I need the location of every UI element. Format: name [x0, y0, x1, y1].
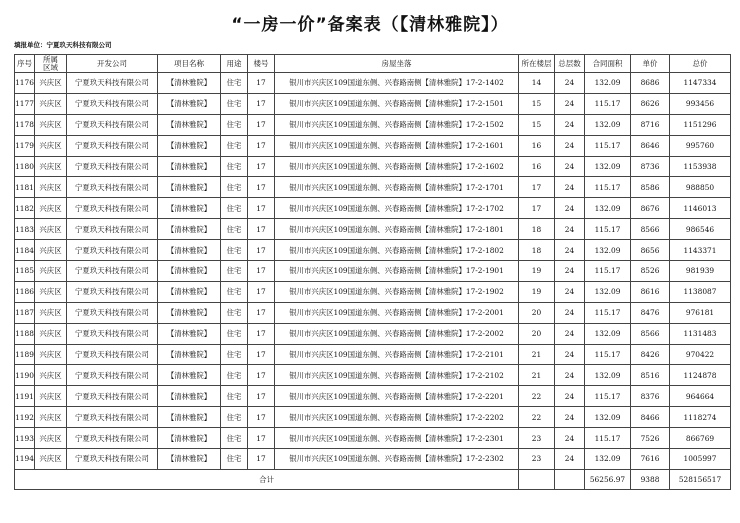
cell-unit-price: 8426 [631, 344, 670, 365]
cell-building: 17 [248, 407, 275, 428]
cell-unit-price: 8466 [631, 407, 670, 428]
cell-project: 【清林雅院】 [158, 261, 221, 282]
cell-use: 住宅 [221, 428, 248, 449]
cell-unit-price: 8676 [631, 198, 670, 219]
cell-area: 115.17 [585, 428, 631, 449]
cell-total-floors: 24 [555, 323, 585, 344]
cell-seq: 1183 [15, 219, 35, 240]
cell-building: 17 [248, 365, 275, 386]
cell-total-price: 1131483 [670, 323, 731, 344]
cell-total-floors: 24 [555, 156, 585, 177]
cell-total-price: 1147334 [670, 73, 731, 94]
cell-building: 17 [248, 198, 275, 219]
cell-address: 银川市兴庆区109国道东侧、兴春路南侧【清林雅院】17-2-1702 [275, 198, 519, 219]
cell-floor: 16 [519, 135, 555, 156]
cell-total-price: 993456 [670, 93, 731, 114]
cell-district: 兴庆区 [35, 302, 67, 323]
cell-district: 兴庆区 [35, 73, 67, 94]
cell-developer: 宁夏玖天科技有限公司 [67, 114, 158, 135]
cell-unit-price: 8476 [631, 302, 670, 323]
cell-unit-price: 8686 [631, 73, 670, 94]
cell-total-floors: 24 [555, 302, 585, 323]
cell-project: 【清林雅院】 [158, 135, 221, 156]
cell-building: 17 [248, 156, 275, 177]
cell-developer: 宁夏玖天科技有限公司 [67, 365, 158, 386]
cell-total-floors: 24 [555, 240, 585, 261]
total-floor-empty [519, 469, 555, 489]
cell-district: 兴庆区 [35, 386, 67, 407]
cell-total-price: 1138087 [670, 281, 731, 302]
cell-area: 132.09 [585, 281, 631, 302]
cell-district: 兴庆区 [35, 261, 67, 282]
cell-total-price: 1005997 [670, 449, 731, 470]
cell-developer: 宁夏玖天科技有限公司 [67, 302, 158, 323]
cell-project: 【清林雅院】 [158, 73, 221, 94]
cell-area: 132.09 [585, 198, 631, 219]
cell-seq: 1180 [15, 156, 35, 177]
cell-use: 住宅 [221, 135, 248, 156]
cell-unit-price: 8526 [631, 261, 670, 282]
cell-total-price: 1146013 [670, 198, 731, 219]
table-row [15, 428, 731, 449]
cell-total-price: 1124878 [670, 365, 731, 386]
cell-building: 17 [248, 302, 275, 323]
cell-district: 兴庆区 [35, 365, 67, 386]
cell-address: 银川市兴庆区109国道东侧、兴春路南侧【清林雅院】17-2-1402 [275, 73, 519, 94]
cell-project: 【清林雅院】 [158, 428, 221, 449]
cell-total-price: 1153938 [670, 156, 731, 177]
cell-seq: 1184 [15, 240, 35, 261]
cell-project: 【清林雅院】 [158, 386, 221, 407]
cell-seq: 1176 [15, 73, 35, 94]
cell-total-floors: 24 [555, 114, 585, 135]
cell-building: 17 [248, 449, 275, 470]
cell-floor: 15 [519, 93, 555, 114]
cell-area: 115.17 [585, 261, 631, 282]
cell-floor: 14 [519, 73, 555, 94]
cell-district: 兴庆区 [35, 219, 67, 240]
cell-use: 住宅 [221, 365, 248, 386]
cell-developer: 宁夏玖天科技有限公司 [67, 73, 158, 94]
cell-unit-price: 8616 [631, 281, 670, 302]
cell-developer: 宁夏玖天科技有限公司 [67, 156, 158, 177]
cell-address: 银川市兴庆区109国道东侧、兴春路南侧【清林雅院】17-2-2202 [275, 407, 519, 428]
cell-total-price: 866769 [670, 428, 731, 449]
cell-seq: 1186 [15, 281, 35, 302]
cell-seq: 1194 [15, 449, 35, 470]
cell-seq: 1185 [15, 261, 35, 282]
cell-project: 【清林雅院】 [158, 344, 221, 365]
cell-floor: 19 [519, 281, 555, 302]
cell-developer: 宁夏玖天科技有限公司 [67, 323, 158, 344]
header-district [35, 55, 67, 73]
cell-floor: 17 [519, 198, 555, 219]
cell-address: 银川市兴庆区109国道东侧、兴春路南侧【清林雅院】17-2-1901 [275, 261, 519, 282]
cell-unit-price: 8626 [631, 93, 670, 114]
header-district-line1: 所属 [43, 54, 58, 64]
cell-total-price: 1118274 [670, 407, 731, 428]
cell-building: 17 [248, 219, 275, 240]
table-row [15, 323, 731, 344]
table-row [15, 177, 731, 198]
cell-total-floors: 24 [555, 281, 585, 302]
cell-area: 115.17 [585, 93, 631, 114]
cell-use: 住宅 [221, 281, 248, 302]
cell-seq: 1188 [15, 323, 35, 344]
cell-total-price: 986546 [670, 219, 731, 240]
cell-seq: 1182 [15, 198, 35, 219]
cell-total-floors: 24 [555, 261, 585, 282]
total-label: 合计 [15, 469, 519, 489]
cell-seq: 1191 [15, 386, 35, 407]
cell-unit-price: 8656 [631, 240, 670, 261]
cell-total-floors: 24 [555, 344, 585, 365]
cell-address: 银川市兴庆区109国道东侧、兴春路南侧【清林雅院】17-2-2101 [275, 344, 519, 365]
header-area: 合同面积 [585, 55, 631, 73]
cell-building: 17 [248, 240, 275, 261]
cell-district: 兴庆区 [35, 156, 67, 177]
cell-district: 兴庆区 [35, 93, 67, 114]
cell-address: 银川市兴庆区109国道东侧、兴春路南侧【清林雅院】17-2-2201 [275, 386, 519, 407]
cell-address: 银川市兴庆区109国道东侧、兴春路南侧【清林雅院】17-2-1501 [275, 93, 519, 114]
cell-district: 兴庆区 [35, 323, 67, 344]
cell-district: 兴庆区 [35, 407, 67, 428]
cell-seq: 1177 [15, 93, 35, 114]
cell-seq: 1181 [15, 177, 35, 198]
cell-floor: 23 [519, 428, 555, 449]
cell-floor: 15 [519, 114, 555, 135]
cell-floor: 18 [519, 219, 555, 240]
cell-district: 兴庆区 [35, 114, 67, 135]
cell-use: 住宅 [221, 240, 248, 261]
cell-total-price: 1143371 [670, 240, 731, 261]
cell-address: 银川市兴庆区109国道东侧、兴春路南侧【清林雅院】17-2-1902 [275, 281, 519, 302]
cell-total-floors: 24 [555, 93, 585, 114]
cell-building: 17 [248, 344, 275, 365]
cell-project: 【清林雅院】 [158, 302, 221, 323]
cell-floor: 16 [519, 156, 555, 177]
table-row [15, 386, 731, 407]
cell-use: 住宅 [221, 114, 248, 135]
cell-total-price: 988850 [670, 177, 731, 198]
cell-district: 兴庆区 [35, 198, 67, 219]
cell-floor: 22 [519, 386, 555, 407]
cell-address: 银川市兴庆区109国道东侧、兴春路南侧【清林雅院】17-2-2302 [275, 449, 519, 470]
cell-project: 【清林雅院】 [158, 156, 221, 177]
cell-district: 兴庆区 [35, 135, 67, 156]
cell-unit-price: 7616 [631, 449, 670, 470]
cell-total-price: 981939 [670, 261, 731, 282]
header-unit-price: 单价 [631, 55, 670, 73]
cell-area: 115.17 [585, 302, 631, 323]
table-row [15, 344, 731, 365]
cell-address: 银川市兴庆区109国道东侧、兴春路南侧【清林雅院】17-2-1602 [275, 156, 519, 177]
cell-project: 【清林雅院】 [158, 407, 221, 428]
table-row [15, 73, 731, 94]
cell-district: 兴庆区 [35, 281, 67, 302]
cell-floor: 20 [519, 323, 555, 344]
cell-address: 银川市兴庆区109国道东侧、兴春路南侧【清林雅院】17-2-1601 [275, 135, 519, 156]
header-use: 用途 [221, 55, 248, 73]
cell-developer: 宁夏玖天科技有限公司 [67, 261, 158, 282]
table-row [15, 114, 731, 135]
cell-use: 住宅 [221, 449, 248, 470]
header-seq: 序号 [15, 55, 35, 73]
cell-total-price: 976181 [670, 302, 731, 323]
cell-developer: 宁夏玖天科技有限公司 [67, 219, 158, 240]
cell-unit-price: 8586 [631, 177, 670, 198]
total-area: 56256.97 [585, 469, 631, 489]
cell-unit-price: 8566 [631, 323, 670, 344]
cell-unit-price: 8376 [631, 386, 670, 407]
cell-area: 132.09 [585, 114, 631, 135]
cell-unit-price: 8646 [631, 135, 670, 156]
cell-unit-price: 8716 [631, 114, 670, 135]
filing-table [14, 54, 731, 490]
cell-total-floors: 24 [555, 428, 585, 449]
cell-seq: 1189 [15, 344, 35, 365]
cell-area: 115.17 [585, 386, 631, 407]
table-row [15, 219, 731, 240]
cell-district: 兴庆区 [35, 344, 67, 365]
cell-address: 银川市兴庆区109国道东侧、兴春路南侧【清林雅院】17-2-1502 [275, 114, 519, 135]
cell-use: 住宅 [221, 323, 248, 344]
cell-building: 17 [248, 261, 275, 282]
cell-address: 银川市兴庆区109国道东侧、兴春路南侧【清林雅院】17-2-2301 [275, 428, 519, 449]
cell-developer: 宁夏玖天科技有限公司 [67, 344, 158, 365]
cell-seq: 1178 [15, 114, 35, 135]
cell-unit-price: 8516 [631, 365, 670, 386]
table-row [15, 407, 731, 428]
cell-district: 兴庆区 [35, 449, 67, 470]
total-floors-empty [555, 469, 585, 489]
cell-use: 住宅 [221, 386, 248, 407]
cell-area: 132.09 [585, 365, 631, 386]
cell-total-floors: 24 [555, 177, 585, 198]
cell-total-price: 1151296 [670, 114, 731, 135]
cell-building: 17 [248, 281, 275, 302]
cell-address: 银川市兴庆区109国道东侧、兴春路南侧【清林雅院】17-2-2001 [275, 302, 519, 323]
table-row [15, 156, 731, 177]
cell-project: 【清林雅院】 [158, 449, 221, 470]
cell-area: 132.09 [585, 240, 631, 261]
cell-building: 17 [248, 323, 275, 344]
total-row [15, 469, 731, 489]
cell-area: 115.17 [585, 135, 631, 156]
table-row [15, 281, 731, 302]
cell-total-floors: 24 [555, 198, 585, 219]
cell-total-price: 995760 [670, 135, 731, 156]
cell-address: 银川市兴庆区109国道东侧、兴春路南侧【清林雅院】17-2-2002 [275, 323, 519, 344]
cell-total-price: 964664 [670, 386, 731, 407]
cell-use: 住宅 [221, 407, 248, 428]
header-district-line2: 区域 [43, 62, 58, 72]
cell-building: 17 [248, 73, 275, 94]
cell-developer: 宁夏玖天科技有限公司 [67, 449, 158, 470]
cell-floor: 20 [519, 302, 555, 323]
table-body [15, 73, 731, 470]
header-total-floors: 总层数 [555, 55, 585, 73]
cell-area: 115.17 [585, 344, 631, 365]
cell-floor: 23 [519, 449, 555, 470]
cell-developer: 宁夏玖天科技有限公司 [67, 198, 158, 219]
cell-seq: 1179 [15, 135, 35, 156]
cell-use: 住宅 [221, 302, 248, 323]
table-row [15, 302, 731, 323]
cell-area: 132.09 [585, 449, 631, 470]
cell-building: 17 [248, 177, 275, 198]
cell-address: 银川市兴庆区109国道东侧、兴春路南侧【清林雅院】17-2-1802 [275, 240, 519, 261]
cell-developer: 宁夏玖天科技有限公司 [67, 407, 158, 428]
cell-total-floors: 24 [555, 73, 585, 94]
cell-floor: 18 [519, 240, 555, 261]
header-project: 项目名称 [158, 55, 221, 73]
cell-total-floors: 24 [555, 407, 585, 428]
cell-developer: 宁夏玖天科技有限公司 [67, 135, 158, 156]
cell-developer: 宁夏玖天科技有限公司 [67, 428, 158, 449]
cell-address: 银川市兴庆区109国道东侧、兴春路南侧【清林雅院】17-2-1801 [275, 219, 519, 240]
cell-use: 住宅 [221, 73, 248, 94]
cell-use: 住宅 [221, 261, 248, 282]
cell-project: 【清林雅院】 [158, 240, 221, 261]
cell-unit-price: 7526 [631, 428, 670, 449]
cell-project: 【清林雅院】 [158, 281, 221, 302]
cell-developer: 宁夏玖天科技有限公司 [67, 386, 158, 407]
table-row [15, 198, 731, 219]
total-price: 528156517 [670, 469, 731, 489]
cell-project: 【清林雅院】 [158, 198, 221, 219]
header-building: 楼号 [248, 55, 275, 73]
cell-floor: 21 [519, 365, 555, 386]
table-row [15, 449, 731, 470]
header-address: 房屋坐落 [275, 55, 519, 73]
cell-project: 【清林雅院】 [158, 323, 221, 344]
cell-use: 住宅 [221, 156, 248, 177]
cell-area: 115.17 [585, 219, 631, 240]
header-developer: 开发公司 [67, 55, 158, 73]
header-total-price: 总价 [670, 55, 731, 73]
cell-address: 银川市兴庆区109国道东侧、兴春路南侧【清林雅院】17-2-1701 [275, 177, 519, 198]
cell-seq: 1193 [15, 428, 35, 449]
cell-use: 住宅 [221, 93, 248, 114]
cell-developer: 宁夏玖天科技有限公司 [67, 93, 158, 114]
cell-area: 132.09 [585, 156, 631, 177]
cell-seq: 1192 [15, 407, 35, 428]
cell-floor: 22 [519, 407, 555, 428]
cell-area: 132.09 [585, 407, 631, 428]
cell-floor: 21 [519, 344, 555, 365]
cell-floor: 17 [519, 177, 555, 198]
table-row [15, 365, 731, 386]
cell-use: 住宅 [221, 219, 248, 240]
cell-project: 【清林雅院】 [158, 114, 221, 135]
cell-district: 兴庆区 [35, 240, 67, 261]
cell-project: 【清林雅院】 [158, 93, 221, 114]
cell-floor: 19 [519, 261, 555, 282]
cell-total-floors: 24 [555, 365, 585, 386]
cell-district: 兴庆区 [35, 177, 67, 198]
page-title: “一房一价”备案表（【清林雅院】） [231, 15, 509, 35]
cell-total-floors: 24 [555, 449, 585, 470]
reporting-unit: 填报单位：宁夏玖天科技有限公司 [14, 41, 112, 49]
table-row [15, 93, 731, 114]
cell-project: 【清林雅院】 [158, 219, 221, 240]
cell-project: 【清林雅院】 [158, 365, 221, 386]
cell-unit-price: 8566 [631, 219, 670, 240]
header-floor: 所在楼层 [519, 55, 555, 73]
cell-developer: 宁夏玖天科技有限公司 [67, 240, 158, 261]
cell-building: 17 [248, 135, 275, 156]
table-row [15, 240, 731, 261]
cell-unit-price: 8736 [631, 156, 670, 177]
table-header-row [15, 55, 731, 73]
cell-total-floors: 24 [555, 219, 585, 240]
cell-developer: 宁夏玖天科技有限公司 [67, 281, 158, 302]
cell-district: 兴庆区 [35, 428, 67, 449]
cell-area: 115.17 [585, 177, 631, 198]
table-row [15, 135, 731, 156]
cell-area: 132.09 [585, 323, 631, 344]
cell-project: 【清林雅院】 [158, 177, 221, 198]
cell-building: 17 [248, 428, 275, 449]
cell-seq: 1187 [15, 302, 35, 323]
cell-developer: 宁夏玖天科技有限公司 [67, 177, 158, 198]
cell-address: 银川市兴庆区109国道东侧、兴春路南侧【清林雅院】17-2-2102 [275, 365, 519, 386]
cell-area: 132.09 [585, 73, 631, 94]
cell-use: 住宅 [221, 198, 248, 219]
cell-use: 住宅 [221, 177, 248, 198]
total-unit-price: 9388 [631, 469, 670, 489]
cell-use: 住宅 [221, 344, 248, 365]
cell-seq: 1190 [15, 365, 35, 386]
cell-total-floors: 24 [555, 135, 585, 156]
cell-total-price: 970422 [670, 344, 731, 365]
table-row [15, 261, 731, 282]
cell-total-floors: 24 [555, 386, 585, 407]
cell-building: 17 [248, 93, 275, 114]
cell-building: 17 [248, 386, 275, 407]
cell-building: 17 [248, 114, 275, 135]
